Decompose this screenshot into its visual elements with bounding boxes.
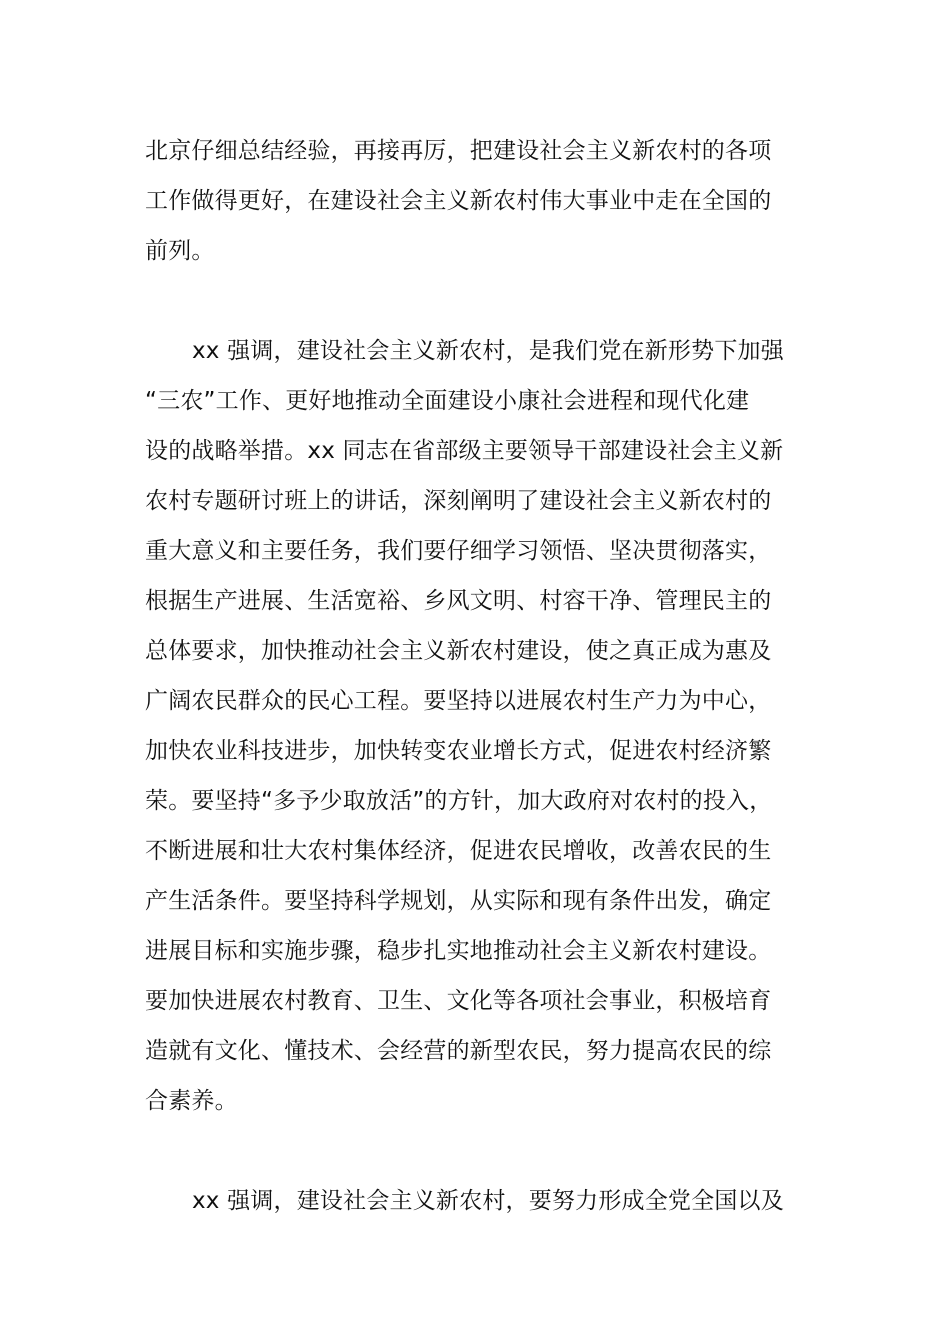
paragraph-2-line-14: 要加快进展农村教育、卫生、文化等各项社会事业，积极培育 bbox=[145, 988, 772, 1014]
paragraph-2-line-9: 加快农业科技进步，加快转变农业增长方式，促进农村经济繁 bbox=[145, 738, 772, 764]
paragraph-2-line-12: 产生活条件。要坚持科学规划，从实际和现有条件出发，确定 bbox=[145, 888, 772, 914]
paragraph-2-line-5: 重大意义和主要任务，我们要仔细学习领悟、坚决贯彻落实， bbox=[145, 538, 772, 564]
paragraph-2-line-2: “三农”工作、更好地推动全面建设小康社会进程和现代化建 bbox=[145, 388, 750, 414]
paragraph-1-line-3: 前列。 bbox=[145, 238, 215, 264]
paragraph-1-line-1: 北京仔细总结经验，再接再厉，把建设社会主义新农村的各项 bbox=[145, 138, 772, 164]
paragraph-2-line-10: 荣。要坚持“多予少取放活”的方针，加大政府对农村的投入， bbox=[145, 788, 773, 814]
paragraph-1-line-2: 工作做得更好，在建设社会主义新农村伟大事业中走在全国的 bbox=[145, 188, 772, 214]
paragraph-2-line-3: 设的战略举措。xx 同志在省部级主要领导干部建设社会主义新 bbox=[145, 438, 784, 464]
paragraph-2-line-16: 合素养。 bbox=[145, 1088, 238, 1114]
paragraph-2-line-4: 农村专题研讨班上的讲话，深刻阐明了建设社会主义新农村的 bbox=[145, 488, 772, 514]
paragraph-2-line-6: 根据生产进展、生活宽裕、乡风文明、村容干净、管理民主的 bbox=[145, 588, 772, 614]
paragraph-2-line-15: 造就有文化、懂技术、会经营的新型农民，努力提高农民的综 bbox=[145, 1038, 772, 1064]
paragraph-3-line-1: xx 强调，建设社会主义新农村，要努力形成全党全国以及 bbox=[192, 1188, 784, 1214]
paragraph-2-line-8: 广阔农民群众的民心工程。要坚持以进展农村生产力为中心， bbox=[145, 688, 772, 714]
paragraph-2-line-7: 总体要求，加快推动社会主义新农村建设，使之真正成为惠及 bbox=[145, 638, 772, 664]
paragraph-2-line-1: xx 强调，建设社会主义新农村，是我们党在新形势下加强 bbox=[192, 338, 784, 364]
paragraph-2-line-13: 进展目标和实施步骤，稳步扎实地推动社会主义新农村建设。 bbox=[145, 938, 772, 964]
paragraph-2-line-11: 不断进展和壮大农村集体经济，促进农民增收，改善农民的生 bbox=[145, 838, 772, 864]
